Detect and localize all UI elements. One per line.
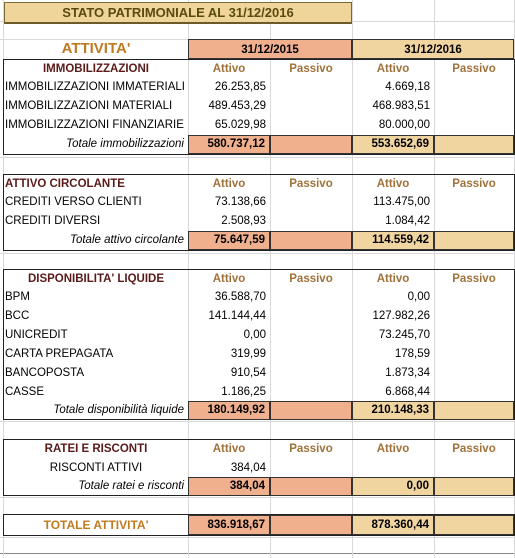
value-cell[interactable] [434, 97, 514, 115]
value-cell[interactable]: 6.868,44 [385, 386, 430, 398]
total-2015-passivo-cell[interactable] [270, 477, 352, 496]
col-label[interactable]: Attivo [212, 178, 246, 190]
value-cell[interactable]: 178,59 [394, 348, 430, 360]
total-2016-passivo-cell[interactable] [434, 135, 514, 154]
value-cell[interactable]: 73.245,70 [378, 329, 430, 341]
value-cell[interactable]: 319,99 [230, 348, 266, 360]
section-title[interactable]: DISPONIBILITA' LIQUIDE [27, 273, 165, 285]
value-cell[interactable] [270, 345, 352, 363]
section-title[interactable]: ATTIVO CIRCOLANTE [5, 178, 125, 190]
total-row [0, 231, 515, 250]
section-header-row [0, 60, 515, 78]
row-label[interactable]: IMMOBILIZZAZIONI IMMATERIALI [5, 81, 185, 93]
total-2015-cell[interactable]: 180.149,92 [188, 401, 270, 420]
col-label[interactable]: Passivo [452, 178, 496, 190]
value-cell[interactable] [434, 193, 514, 211]
row-label[interactable]: CARTA PREPAGATA [5, 348, 114, 360]
value-cell[interactable] [434, 78, 514, 96]
total-2016-passivo-cell[interactable] [434, 477, 514, 496]
value-cell[interactable]: 0,00 [407, 291, 430, 303]
col-label[interactable]: Attivo [376, 178, 410, 190]
year-2016-header[interactable]: 31/12/2016 [352, 39, 514, 59]
value-cell[interactable]: 73.138,66 [214, 196, 266, 208]
value-cell[interactable]: 141.144,44 [208, 310, 266, 322]
gridline [0, 253, 515, 254]
section-header-row [0, 270, 515, 288]
attivita-header[interactable]: ATTIVITA' [61, 40, 131, 57]
gridline [0, 537, 515, 538]
table-row [0, 78, 515, 96]
value-cell[interactable]: 80.000,00 [378, 119, 430, 131]
col-label[interactable]: Attivo [376, 273, 410, 285]
value-cell[interactable] [270, 326, 352, 344]
col-label[interactable]: Attivo [376, 63, 410, 75]
gridline [0, 497, 515, 498]
value-cell[interactable] [434, 116, 514, 134]
value-cell[interactable]: 113.475,00 [373, 196, 430, 208]
table-row [0, 383, 515, 401]
grand-total-row [0, 515, 515, 535]
grand-total-2016-cell[interactable]: 878.360,44 [352, 515, 434, 535]
total-2015-cell[interactable]: 384,04 [188, 477, 270, 496]
col-label[interactable]: Passivo [452, 273, 496, 285]
col-label[interactable]: Passivo [289, 443, 333, 455]
value-cell[interactable]: 1.873,34 [385, 367, 430, 379]
total-label[interactable]: Totale immobilizzazioni [66, 138, 184, 150]
row-label[interactable]: BCC [5, 310, 30, 322]
col-label[interactable]: Passivo [289, 273, 333, 285]
total-2015-cell[interactable]: 75.647,59 [188, 231, 270, 250]
value-cell[interactable]: 65.029,98 [214, 119, 266, 131]
col-label[interactable]: Attivo [212, 63, 246, 75]
year-2015-header[interactable]: 31/12/2015 [188, 39, 352, 59]
value-cell[interactable] [270, 383, 352, 401]
col-label[interactable]: Passivo [289, 178, 333, 190]
value-cell[interactable] [270, 212, 352, 230]
value-cell[interactable]: 36.588,70 [214, 291, 266, 303]
value-cell[interactable] [270, 288, 352, 306]
row-label[interactable]: CASSE [5, 386, 44, 398]
value-cell[interactable] [352, 459, 434, 477]
table-row [0, 459, 515, 477]
table-row [0, 212, 515, 230]
gridline [0, 553, 515, 554]
grand-total-2015-cell[interactable]: 836.918,67 [188, 515, 270, 535]
value-cell[interactable] [434, 326, 514, 344]
value-cell[interactable] [270, 364, 352, 382]
table-row [0, 364, 515, 382]
row-label[interactable]: BANCOPOSTA [5, 367, 85, 379]
total-2015-passivo-cell[interactable] [270, 231, 352, 250]
gridline [0, 421, 515, 422]
grand-total-2016-passivo-cell[interactable] [434, 515, 514, 535]
col-label[interactable]: Passivo [289, 63, 333, 75]
total-2016-passivo-cell[interactable] [434, 231, 514, 250]
section-title[interactable]: IMMOBILIZZAZIONI [42, 63, 150, 75]
value-cell[interactable]: 910,54 [230, 367, 266, 379]
value-cell[interactable] [270, 78, 352, 96]
value-cell[interactable]: 2.508,93 [221, 215, 266, 227]
row-label[interactable]: CREDITI VERSO CLIENTI [5, 196, 142, 208]
total-row [0, 401, 515, 420]
total-2015-passivo-cell[interactable] [270, 135, 352, 154]
table-row [0, 288, 515, 306]
section-header-row [0, 440, 515, 458]
value-cell[interactable] [434, 364, 514, 382]
col-label[interactable]: Attivo [212, 273, 246, 285]
value-cell[interactable] [434, 383, 514, 401]
total-label[interactable]: Totale ratei e risconti [78, 480, 184, 492]
value-cell[interactable]: 26.253,85 [214, 81, 266, 93]
col-label[interactable]: Attivo [212, 443, 246, 455]
value-cell[interactable]: 384,04 [230, 462, 266, 474]
table-row [0, 326, 515, 344]
value-cell[interactable] [434, 288, 514, 306]
total-row [0, 135, 515, 154]
row-label[interactable]: RISCONTI ATTIVI [49, 462, 143, 474]
value-cell[interactable] [434, 307, 514, 325]
total-2015-cell[interactable]: 580.737,12 [188, 135, 270, 154]
row-label[interactable]: UNICREDIT [5, 329, 68, 341]
value-cell[interactable]: 468.983,51 [372, 100, 430, 112]
value-cell[interactable] [270, 307, 352, 325]
gridline [0, 157, 515, 158]
total-row [0, 477, 515, 496]
table-row [0, 97, 515, 115]
value-cell[interactable] [434, 212, 514, 230]
value-cell[interactable]: 0,00 [243, 329, 266, 341]
value-cell[interactable] [270, 97, 352, 115]
section-header-row [0, 175, 515, 193]
value-cell[interactable] [270, 116, 352, 134]
section-title[interactable]: RATEI E RISCONTI [44, 443, 148, 455]
col-label[interactable]: Attivo [376, 443, 410, 455]
col-label[interactable]: Passivo [452, 63, 496, 75]
value-cell[interactable] [270, 193, 352, 211]
col-label[interactable]: Passivo [452, 443, 496, 455]
row-label[interactable]: IMMOBILIZZAZIONI FINANZIARIE [5, 119, 184, 131]
value-cell[interactable]: 127.982,26 [372, 310, 430, 322]
table-row [0, 345, 515, 363]
total-2016-cell[interactable]: 210.148,33 [352, 401, 434, 420]
table-row [0, 193, 515, 211]
table-row [0, 116, 515, 134]
value-cell[interactable]: 4.669,18 [385, 81, 430, 93]
sheet-title[interactable]: STATO PATRIMONIALE AL 31/12/2016 [4, 2, 352, 24]
total-label[interactable]: Totale disponibilità liquide [53, 404, 184, 416]
grand-total-2015-passivo-cell[interactable] [270, 515, 352, 535]
header-row [0, 39, 515, 59]
value-cell[interactable] [270, 459, 352, 477]
total-2016-cell[interactable]: 553.652,69 [352, 135, 434, 154]
table-row [0, 307, 515, 325]
total-label[interactable]: Totale attivo circolante [69, 234, 184, 246]
row-label[interactable]: BPM [5, 291, 30, 303]
total-2015-passivo-cell[interactable] [270, 401, 352, 420]
total-2016-cell[interactable]: 114.559,42 [352, 231, 434, 250]
total-2016-passivo-cell[interactable] [434, 401, 514, 420]
grand-total-label[interactable]: TOTALE ATTIVITA' [43, 518, 149, 532]
value-cell[interactable] [434, 459, 514, 477]
value-cell[interactable]: 1.084,42 [385, 215, 430, 227]
row-label[interactable]: CREDITI DIVERSI [5, 215, 101, 227]
value-cell[interactable]: 489.453,29 [208, 100, 266, 112]
row-label[interactable]: IMMOBILIZZAZIONI MATERIALI [5, 100, 173, 112]
value-cell[interactable] [434, 345, 514, 363]
total-2016-cell[interactable]: 0,00 [352, 477, 434, 496]
value-cell[interactable]: 1.186,25 [221, 386, 266, 398]
